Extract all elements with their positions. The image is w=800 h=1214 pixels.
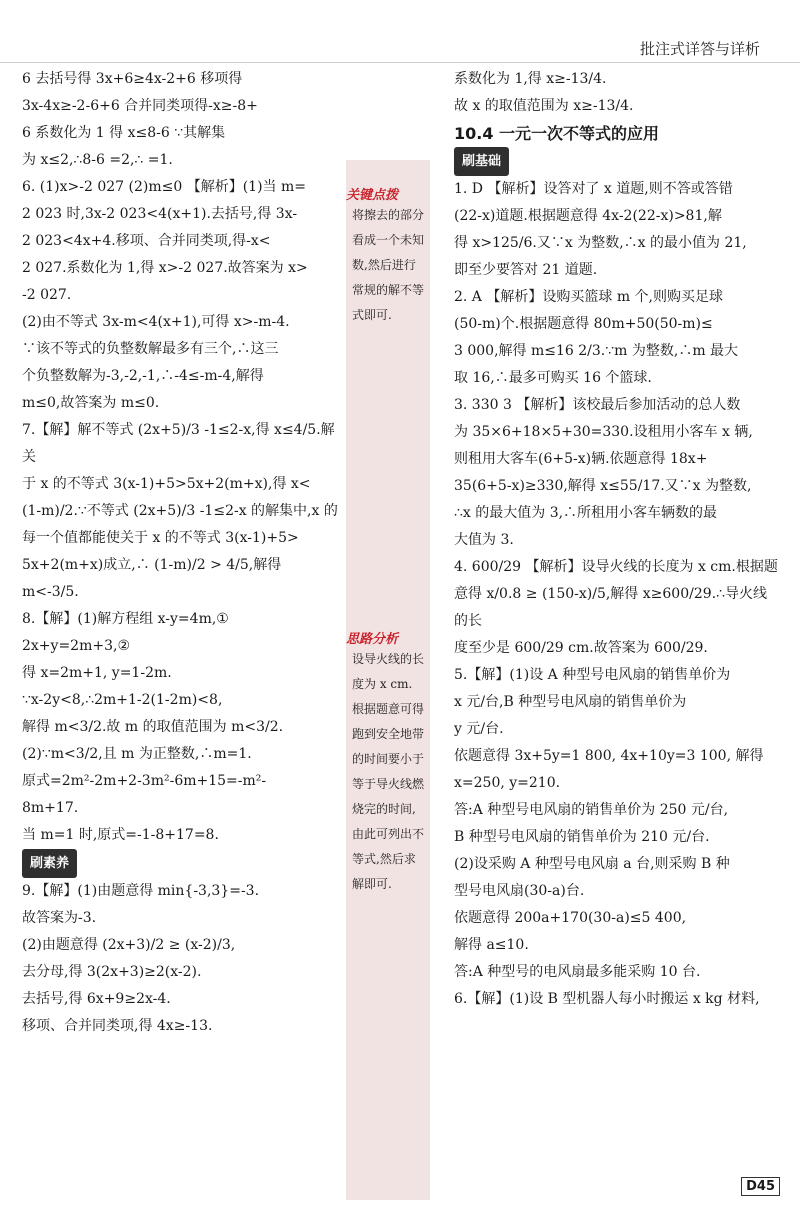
right-line: 3 000,解得 m≤16 2/3.∵m 为整数,∴m 最大 [454,343,739,359]
right-line: (2)设采购 A 种型号电风扇 a 台,则采购 B 种 [454,856,730,872]
left-line: 6 去括号得 3x+6≥4x-2+6 移项得 [22,71,243,87]
right-line: y 元/台. [454,721,504,737]
right-column [454,66,780,1013]
right-line: 度至少是 600/29 cm.故答案为 600/29. [454,640,708,656]
right-line: 答:A 种型号的电风扇最多能采购 10 台. [454,964,701,980]
left-line: 去分母,得 3(2x+3)≥2(x-2). [22,964,202,980]
right-line: 4. 600/29 【解析】设导火线的长度为 x cm.根据题 [454,559,778,575]
left-line: 3x-4x≥-2-6+6 合并同类项得-x≥-8+ [22,98,258,114]
header-divider [0,62,800,63]
right-line: 故 x 的取值范围为 x≥-13/4. [454,98,634,114]
left-line: 2 027.系数化为 1,得 x>-2 027.故答案为 x> [22,260,308,276]
right-line: 6.【解】(1)设 B 型机器人每小时搬运 x kg 材料, [454,991,760,1007]
left-line: ∵该不等式的负整数解最多有三个,∴这三 [22,341,279,357]
left-line: (2)由不等式 3x-m<4(x+1),可得 x>-m-4. [22,314,290,330]
left-line: 移项、合并同类项,得 4x≥-13. [22,1018,213,1034]
left-line: (2)∵m<3/2,且 m 为正整数,∴m=1. [22,746,252,762]
page-number: D45 [741,1177,780,1196]
left-line: ∵x-2y<8,∴2m+1-2(1-2m)<8, [22,692,223,708]
left-line: -2 027. [22,287,72,303]
right-line: 答:A 种型号电风扇的销售单价为 250 元/台, [454,802,729,818]
note-tag-key: 关键点拨 [346,188,399,203]
margin-notes [346,160,430,1200]
right-line: 35(6+5-x)≥330,解得 x≤55/17.又∵x 为整数, [454,478,752,494]
right-line: 刷基础 [454,147,509,176]
left-line: 刷素养 [22,849,77,878]
left-line: 8m+17. [22,800,79,816]
left-line: (2)由题意得 (2x+3)/2 ≥ (x-2)/3, [22,937,236,953]
left-line: 2 023<4x+4.移项、合并同类项,得-x< [22,233,271,249]
left-line: 7.【解】解不等式 (2x+5)/3 -1≤2-x,得 x≤4/5.解关 [22,422,335,465]
right-line: B 种型号电风扇的销售单价为 210 元/台. [454,829,710,845]
page-header: 批注式详答与详析 [639,40,760,58]
right-line: 为 35×6+18×5+30=330.设租用小客车 x 辆, [454,424,753,440]
note-key: 将擦去的部分看成一个未知数,然后进行常规的解不等式即可. [352,208,425,322]
left-line: 每一个值都能使关于 x 的不等式 3(x-1)+5> [22,530,299,546]
left-line: 去括号,得 6x+9≥2x-4. [22,991,171,1007]
right-line: 10.4 一元一次不等式的应用 [454,124,660,143]
right-line: 依题意得 200a+170(30-a)≤5 400, [454,910,687,926]
left-line: 9.【解】(1)由题意得 min{-3,3}=-3. [22,883,260,899]
right-line: 3. 330 3 【解析】该校最后参加活动的总人数 [454,397,741,413]
right-line: (22-x)道题.根据题意得 4x-2(22-x)>81,解 [454,208,722,224]
right-line: 2. A 【解析】设购买篮球 m 个,则购买足球 [454,289,723,305]
left-line: 8.【解】(1)解方程组 x-y=4m,① 2x+y=2m+3,② [22,611,229,654]
left-line: 故答案为-3. [22,910,97,926]
left-line: 6 系数化为 1 得 x≤8-6 ∵其解集 [22,125,226,141]
right-line: 得 x>125/6.又∵x 为整数,∴x 的最小值为 21, [454,235,747,251]
left-line: 5x+2(m+x)成立,∴ (1-m)/2 > 4/5,解得 m<-3/5. [22,557,282,600]
right-line: 取 16,∴最多可购买 16 个篮球. [454,370,652,386]
right-line: 即至少要答对 21 道题. [454,262,598,278]
right-line: 1. D 【解析】设答对了 x 道题,则不答或答错 [454,181,733,197]
right-line: 大值为 3. [454,532,514,548]
left-line: 为 x≤2,∴8-6 =2,∴ =1. [22,152,173,168]
right-line: 依题意得 3x+5y=1 800, 4x+10y=3 100, 解得 x=250, y=210. [454,748,764,791]
note-analysis: 设导火线的长度为 x cm.根据题意可得跑到安全地带的时间要小于等于导火线燃烧完的时间,由此可列出不等式,然后求解即可. [352,652,425,891]
right-line: (50-m)个.根据题意得 80m+50(50-m)≤ [454,316,713,332]
left-line: 于 x 的不等式 3(x-1)+5>5x+2(m+x),得 x< [22,476,311,492]
left-line: 2 023 时,3x-2 023<4(x+1).去括号,得 3x- [22,206,298,222]
left-line: 当 m=1 时,原式=-1-8+17=8. [22,827,219,843]
left-line: m≤0,故答案为 m≤0. [22,395,160,411]
right-line: x 元/台,B 种型号电风扇的销售单价为 [454,694,687,710]
left-line: 个负整数解为-3,-2,-1,∴-4≤-m-4,解得 [22,368,264,384]
left-line: 得 x=2m+1, y=1-2m. [22,665,172,681]
right-line: ∴x 的最大值为 3,∴所租用小客车辆数的最 [454,505,718,521]
left-line: 解得 m<3/2.故 m 的取值范围为 m<3/2. [22,719,284,735]
right-line: 意得 x/0.8 ≥ (150-x)/5,解得 x≥600/29.∴导火线的长 [454,586,767,629]
right-line: 则租用大客车(6+5-x)辆.依题意得 18x+ [454,451,708,467]
left-column [22,66,340,1040]
note-tag-analysis: 思路分析 [346,632,399,647]
right-line: 解得 a≤10. [454,937,529,953]
left-line: (1-m)/2.∵不等式 (2x+5)/3 -1≤2-x 的解集中,x 的 [22,503,338,519]
right-line: 系数化为 1,得 x≥-13/4. [454,71,607,87]
right-line: 5.【解】(1)设 A 种型号电风扇的销售单价为 [454,667,731,683]
left-line: 6. (1)x>-2 027 (2)m≤0 【解析】(1)当 m= [22,179,307,195]
right-line: 型号电风扇(30-a)台. [454,883,585,899]
left-line: 原式=2m²-2m+2-3m²-6m+15=-m²- [22,773,267,789]
